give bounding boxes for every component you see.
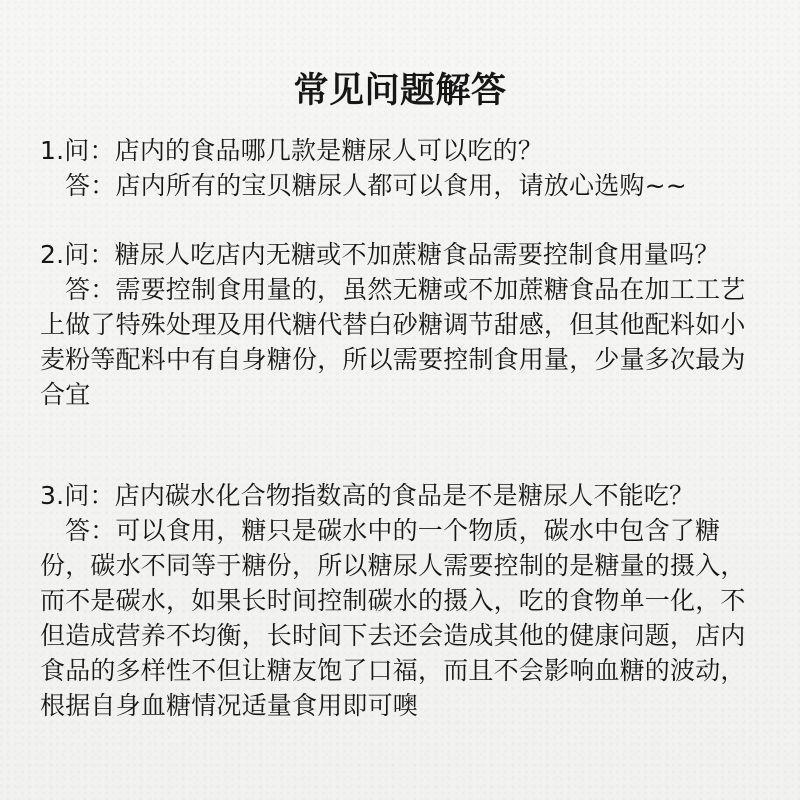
faq-answer-2: 答：需要控制食用量的，虽然无糖或不加蔗糖食品在加工工艺上做了特殊处理及用代糖代替白砂糖调节甜感，但其他配料如小麦粉等配料中有自身糖份，所以需要控制食用量，少量多次最为合宜: [40, 275, 746, 409]
faq-question-3: 3.问：店内碳水化合物指数高的食品是不是糖尿人不能吃？: [40, 481, 695, 510]
faq-item-2: [40, 237, 760, 412]
faq-item-1: [40, 133, 760, 203]
page-title: 常见问题解答: [293, 71, 507, 112]
faq-question-2: 2.问：糖尿人吃店内无糖或不加蔗糖食品需要控制食用量吗？: [40, 240, 720, 269]
faq-item-3: [40, 478, 760, 723]
faq-question-1: 1.问：店内的食品哪几款是糖尿人可以吃的？: [40, 136, 544, 165]
faq-answer-1: 答：店内所有的宝贝糖尿人都可以食用，请放心选购~~: [65, 171, 687, 200]
faq-answer-3: 答：可以食用，糖只是碳水中的一个物质，碳水中包含了糖份，碳水不同等于糖份，所以糖尿人需要控制的是糖量的摄入，而不是碳水，如果长时间控制碳水的摄入，吃的食物单一化，不但造成营养不均衡，长时间下去还会造成其他的健康问题，店内食品的多样性不但让糖友饱了口福，而且不会影响血糖的波动，根据自身血糖情况适量食用即可噢: [40, 516, 746, 720]
